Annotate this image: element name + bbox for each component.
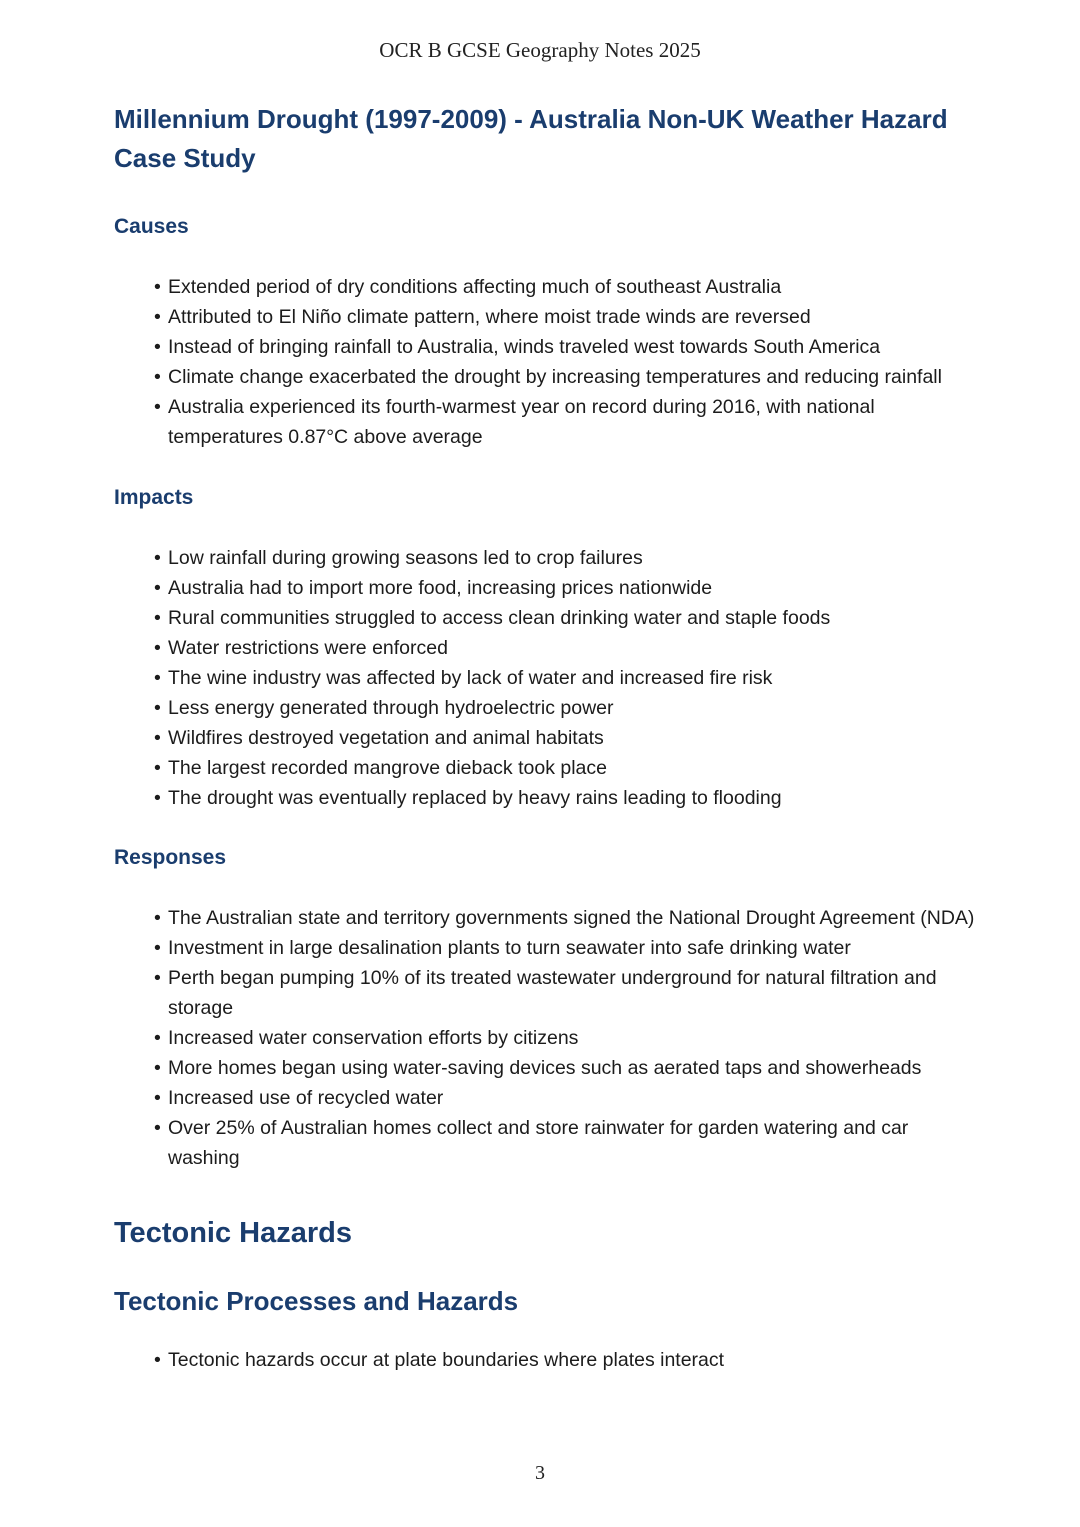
- list-item: • The Australian state and territory governments signed the National Drought Agreement (NDA): [154, 903, 984, 933]
- list-item: • The wine industry was affected by lack of water and increased fire risk: [154, 663, 984, 693]
- list-item: • Wildfires destroyed vegetation and animal habitats: [154, 723, 984, 753]
- list-item: • Investment in large desalination plants to turn seawater into safe drinking water: [154, 933, 984, 963]
- list-item: • Low rainfall during growing seasons led to crop failures: [154, 543, 984, 573]
- list-item: • The largest recorded mangrove dieback took place: [154, 753, 984, 783]
- running-header: OCR B GCSE Geography Notes 2025: [379, 38, 701, 62]
- list-item: • Water restrictions were enforced: [154, 633, 984, 663]
- list-item: • Perth began pumping 10% of its treated wastewater underground for natural filtration and storage: [154, 963, 984, 1023]
- tectonic-hazards-title: Tectonic Hazards: [114, 1217, 352, 1249]
- list-item: • More homes began using water-saving devices such as aerated taps and showerheads: [154, 1053, 984, 1083]
- list-item: • Australia experienced its fourth-warmest year on record during 2016, with national temperatures 0.87°C above average: [154, 392, 984, 452]
- tectonic-list: [114, 1345, 984, 1375]
- page-number: 3: [535, 1462, 545, 1484]
- responses-list: [114, 903, 984, 1173]
- page-content: [114, 100, 984, 1375]
- list-item: • Over 25% of Australian homes collect and store rainwater for garden watering and car washing: [154, 1113, 984, 1173]
- tectonic-processes-subtitle: Tectonic Processes and Hazards: [114, 1286, 519, 1316]
- list-item: • Increased water conservation efforts by citizens: [154, 1023, 984, 1053]
- list-item: • Instead of bringing rainfall to Australia, winds traveled west towards South America: [154, 332, 984, 362]
- case-study-title: Millennium Drought (1997-2009) - Australia Non-UK Weather Hazard Case Study: [114, 104, 948, 173]
- list-item: • Increased use of recycled water: [154, 1083, 984, 1113]
- list-item: • Extended period of dry conditions affecting much of southeast Australia: [154, 272, 984, 302]
- list-item: • The drought was eventually replaced by heavy rains leading to flooding: [154, 783, 984, 813]
- list-item: • Australia had to import more food, increasing prices nationwide: [154, 573, 984, 603]
- list-item: • Attributed to El Niño climate pattern, where moist trade winds are reversed: [154, 302, 984, 332]
- causes-list: [114, 272, 984, 452]
- causes-heading: Causes: [114, 215, 189, 238]
- list-item: • Climate change exacerbated the drought by increasing temperatures and reducing rainfall: [154, 362, 984, 392]
- list-item: • Rural communities struggled to access clean drinking water and staple foods: [154, 603, 984, 633]
- responses-heading: Responses: [114, 846, 227, 869]
- list-item: • Less energy generated through hydroelectric power: [154, 693, 984, 723]
- impacts-list: [114, 543, 984, 813]
- impacts-heading: Impacts: [114, 486, 194, 509]
- list-item: • Tectonic hazards occur at plate boundaries where plates interact: [154, 1345, 984, 1375]
